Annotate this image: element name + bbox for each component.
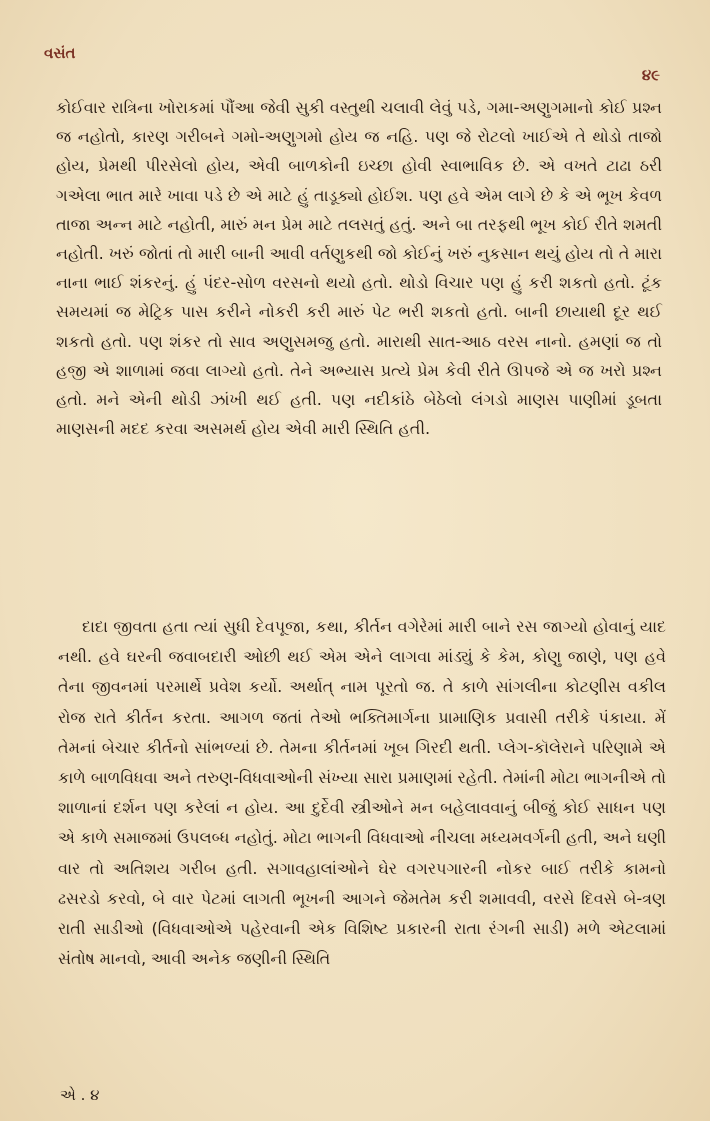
page-header bbox=[36, 36, 680, 84]
signature-mark: એ . ૪ bbox=[60, 1086, 100, 1104]
running-head: વસંત bbox=[44, 44, 76, 62]
paragraph-2: દાદા જીવતા હતા ત્યાં સુધી દેવપૂજા, કથા, કીર્તન વગેરેમાં મારી બાને રસ જાગ્યો હોવાનું યાદ નથી. હવે ઘરની જવાબદારી ઓછી થઈ એમ એને લાગવા માંડ્યું કે કેમ, કોણુ જાણે, પણ હવે તેના જીવનમાં પરમાર્થે પ્રવેશ કર્યો. અર્થાત્ નામ પૂરતો જ. તે કાળે સાંગલીના કોટણીસ વકીલ રોજ રાતે કીર્તન કરતા. આગળ જતાં તેઓ ભક્તિમાર્ગના પ્રામાણિક પ્રવાસી તરીકે પંકાયા. મેં તેમનાં બેચાર કીર્તનો સાંભળ્યાં છે. તેમના કીર્તનમાં ખૂબ ગિરદી થતી. પ્લેગ-કૉલેરાને પરિણામે એ કાળે બાળવિધવા અને તરુણ-વિધવાઓની સંખ્યા સારા પ્રમાણમાં રહેતી. તેમાંની મોટા ભાગનીએ તો શાળાનાં દર્શન પણ કરેલાં ન હોય. આ દુર્દેવી સ્ત્રીઓને મન બહેલાવવાનું બીજું કોઈ સાધન પણ એ કાળે સમાજમાં ઉપલબ્ધ નહોતું. મોટા ભાગની વિધવાઓ નીચલા મધ્યમવર્ગની હતી, અને ઘણી વાર તો અતિશય ગરીબ હતી. સગાવહાલાંઓને ઘેર વગરપગારની નોકર બાઈ તરીકે કામનો ઢસરડો કરવો, બે વાર પેટમાં લાગતી ભૂખની આગને જેમતેમ કરી શમાવવી, વરસે દિવસે બે-ત્રણ રાતી સાડીઓ (વિધવાઓએ પહેરવાની એક વિશિષ્ટ પ્રકારની રાતા રંગની સાડી) મળે એટલામાં સંતોષ માનવો, આવી અનેક જણીની સ્થિતિ bbox=[58, 617, 666, 969]
paragraph-1: કોઈવાર રાત્રિના ખોરાકમાં પૌંઆ જેવી સુકી વસ્તુથી ચલાવી લેવું પડે, ગમા-અણુગમાનો કોઈ પ્રશ્ન જ નહોતો, કારણ ગરીબને ગમો-અણુગમો હોય જ નહિ. પણ જે રોટલો ખાઈએ તે થોડો તાજો હોય, પ્રેમથી પીરસેલો હોય, એવી બાળકોની ઇચ્છા હોવી સ્વાભાવિક છે. એ વખતે ટાઢા ઠરી ગએલા ભાત મારે ખાવા પડે છે એ માટે હું તાડૂક્યો હોઈશ. પણ હવે એમ લાગે છે કે એ ભૂખ કેવળ તાજા અન્ન માટે નહોતી, મારું મન પ્રેમ માટે તલસતું હતું. અને બા તરફથી ભૂખ કોઈ રીતે શમતી નહોતી. ખરું જોતાં તો મારી બાની આવી વર્તણુકથી જો કોઈનું ખરું નુકસાન થયું હોય તો તે મારા નાના ભાઈ શંકરનું. હું પંદર-સોળ વરસનો થયો હતો. થોડો વિચાર પણ હું કરી શકતો હતો. ટૂંક સમયમાં જ મેટ્રિક પાસ કરીને નોકરી કરી મારું પેટ ભરી શકતો હતો. બાની છાયાથી દૂર થઈ શકતો હતો. પણ શંકર તો સાવ અણુસમજુ હતો. મારાથી સાત-આઠ વરસ નાનો. હમણાં જ તો હજી એ શાળામાં જવા લાગ્યો હતો. તેને અભ્યાસ પ્રત્યે પ્રેમ કેવી રીતે ઊપજે એ જ ખરો પ્રશ્ન હતો. મને એની થોડી ઝાંખી થઈ હતી. પણ નદીકાંઠે બેઠેલો લંગડો માણસ પાણીમાં ડૂબતા માણસની મદદ કરવા અસમર્થ હોય એવી મારી સ્થિતિ હતી. bbox=[56, 98, 662, 439]
page-number: ૪૯ bbox=[641, 66, 660, 84]
